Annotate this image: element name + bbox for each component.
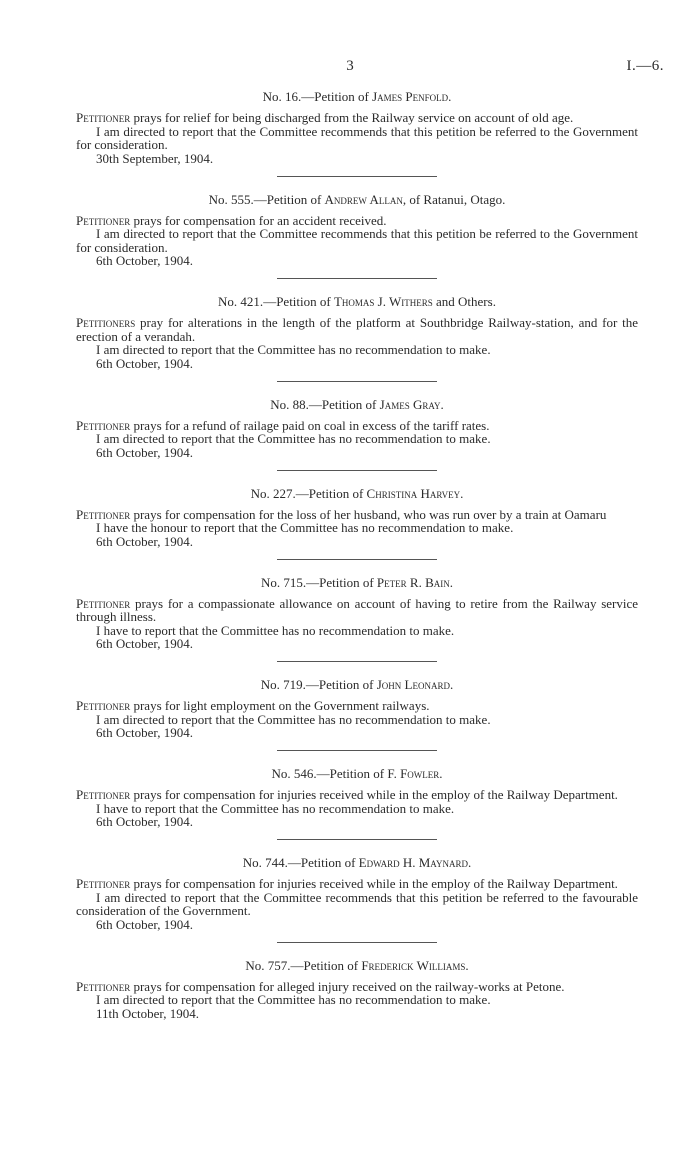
- petition-title-suffix: .: [448, 89, 452, 104]
- section-divider: [277, 559, 437, 560]
- petition-prayer: [76, 597, 638, 624]
- page-number: 3: [346, 58, 354, 74]
- petition-prayer: [76, 419, 638, 433]
- report-date: 6th October, 1904.: [96, 533, 193, 549]
- petitioner-name: John Leonard: [376, 677, 450, 692]
- petition-number: No. 719.: [260, 677, 306, 692]
- petition-title: [76, 485, 638, 502]
- petition-title: [76, 396, 638, 413]
- petition-entry: [76, 396, 638, 471]
- petition-title-prefix: —Petition of: [316, 766, 388, 781]
- petitioner-name: Christina Harvey: [366, 485, 461, 501]
- petition-prayer: [76, 316, 638, 343]
- petition-title: [76, 765, 638, 782]
- petitioner-name: James Gray: [379, 396, 441, 412]
- petitions-list: [76, 88, 638, 1021]
- petition-title-prefix: —Petition of: [253, 191, 325, 207]
- committee-report: I have to report that the Committee has no recommendation to make.: [96, 800, 455, 816]
- prayer-text: prays for a compassionate allowance on account of having to retire from the Railway service through illness.: [76, 595, 638, 624]
- petitioner-word: Petitioner: [76, 978, 131, 994]
- committee-report: I have the honour to report that the Committee has no recommendation to make.: [96, 520, 514, 535]
- committee-report: I am directed to report that the Committee recommends that this petition be referred to the Government for consideration.: [76, 226, 638, 255]
- petition-title: [76, 88, 638, 105]
- section-divider: [277, 176, 437, 177]
- petition-title-suffix: .: [465, 957, 469, 973]
- report-date: 6th October, 1904.: [96, 916, 193, 932]
- petitioner-name: F. Fowler: [387, 766, 440, 781]
- petition-prayer: [76, 699, 638, 713]
- petition-title: [76, 957, 638, 974]
- section-divider: [277, 942, 437, 943]
- petition-number: No. 555.: [208, 191, 254, 207]
- report-date: 6th October, 1904.: [96, 355, 193, 371]
- petitioner-name: Edward H. Maynard: [358, 855, 468, 870]
- prayer-text: prays for a refund of railage paid on coal in excess of the tariff rates.: [130, 417, 490, 433]
- petition-entry: [76, 485, 638, 560]
- committee-report: I am directed to report that the Committee recommends that this petition be referred to the Government for consideration.: [76, 123, 638, 152]
- petition-entry: [76, 574, 638, 663]
- petition-number: No. 16.: [262, 89, 302, 104]
- prayer-text: prays for compensation for injuries received while in the employ of the Railway Department.: [130, 787, 618, 802]
- prayer-text: pray for alterations in the length of the platform at Southbridge Railway-station, and for the erection of a verandah.: [76, 315, 638, 344]
- petition-entry: [76, 765, 638, 840]
- report-date: 6th October, 1904.: [96, 636, 193, 651]
- petition-prayer: [76, 214, 638, 228]
- petition-title: [76, 574, 638, 591]
- petitioner-word: Petitioners: [76, 315, 136, 330]
- petitioner-name: Thomas J. Withers: [333, 294, 433, 309]
- petition-title-prefix: —Petition of: [290, 957, 362, 973]
- petition-title: [76, 293, 638, 310]
- petition-title-suffix: .: [440, 396, 444, 412]
- petition-number: No. 744.: [242, 855, 288, 870]
- petition-title-prefix: —Petition of: [301, 89, 373, 104]
- section-divider: [277, 750, 437, 751]
- petition-entry: [76, 957, 638, 1021]
- section-divider: [277, 470, 437, 471]
- petition-title-suffix: .: [449, 574, 453, 590]
- committee-report: I am directed to report that the Committee has no recommendation to make.: [96, 431, 491, 446]
- petition-prayer: [76, 788, 638, 802]
- petitioner-name: Peter R. Bain: [376, 574, 450, 590]
- report-date: 6th October, 1904.: [96, 725, 193, 740]
- petitioner-name: James Penfold: [372, 89, 449, 104]
- prayer-text: prays for compensation for the loss of her husband, who was run over by a train at Oamaru: [130, 506, 607, 522]
- petitioner-word: Petitioner: [76, 787, 131, 802]
- petition-prayer: [76, 980, 638, 994]
- prayer-text: prays for light employment on the Government railways.: [130, 698, 430, 713]
- petitioner-word: Petitioner: [76, 212, 131, 228]
- section-divider: [277, 278, 437, 279]
- section-divider: [277, 839, 437, 840]
- petition-title-suffix: .: [449, 677, 454, 692]
- petition-title-suffix: .: [460, 485, 464, 501]
- petition-number: No. 421.: [218, 294, 264, 309]
- committee-report: I am directed to report that the Committee has no recommendation to make.: [96, 711, 491, 727]
- petition-title-prefix: —Petition of: [287, 855, 359, 870]
- petition-title-prefix: —Petition of: [305, 677, 377, 692]
- petition-title-prefix: —Petition of: [295, 485, 367, 501]
- prayer-text: prays for compensation for alleged injury received on the railway-works at Petone.: [130, 978, 565, 994]
- petition-number: No. 88.: [270, 396, 309, 412]
- committee-report: I am directed to report that the Committee recommends that this petition be referred to the favourable consideration of the Government.: [76, 889, 638, 918]
- petition-title-suffix: .: [467, 855, 472, 870]
- section-divider: [277, 381, 437, 382]
- section-divider: [277, 661, 437, 662]
- prayer-text: prays for compensation for injuries received while in the employ of the Railway Department.: [130, 876, 618, 891]
- report-date: 11th October, 1904.: [96, 1005, 199, 1021]
- petition-title: [76, 191, 638, 208]
- petition-prayer: [76, 508, 638, 522]
- petitioner-word: Petitioner: [76, 417, 131, 433]
- petition-number: No. 715.: [261, 574, 307, 590]
- petitioner-word: Petitioner: [76, 595, 131, 611]
- petition-title: [76, 854, 638, 871]
- report-date: 30th September, 1904.: [96, 150, 214, 166]
- petition-title: [76, 676, 638, 693]
- petitioner-word: Petitioner: [76, 506, 131, 522]
- petition-title-suffix: and Others.: [432, 294, 496, 309]
- petition-title-prefix: —Petition of: [306, 574, 377, 590]
- petitioner-word: Petitioner: [76, 698, 131, 713]
- petition-entry: [76, 293, 638, 382]
- prayer-text: prays for compensation for an accident received.: [130, 212, 387, 228]
- document-code: I.—6.: [626, 58, 664, 74]
- petition-number: No. 546.: [271, 766, 317, 781]
- petition-title-prefix: —Petition of: [308, 396, 380, 412]
- report-date: 6th October, 1904.: [96, 253, 193, 268]
- petition-entry: [76, 191, 638, 280]
- petitioner-word: Petitioner: [76, 876, 131, 891]
- report-date: 6th October, 1904.: [96, 444, 193, 460]
- petitioner-word: Petitioner: [76, 110, 131, 125]
- prayer-text: prays for relief for being discharged from the Railway service on account of old age.: [130, 110, 574, 125]
- petition-number: No. 757.: [245, 957, 291, 973]
- report-date: 6th October, 1904.: [96, 814, 193, 829]
- petitioner-name: Frederick Williams: [361, 957, 466, 973]
- petition-prayer: [76, 877, 638, 891]
- committee-report: I am directed to report that the Committee has no recommendation to make.: [96, 992, 491, 1007]
- committee-report: I am directed to report that the Committee has no recommendation to make.: [96, 342, 491, 357]
- petition-entry: [76, 854, 638, 943]
- petition-prayer: [76, 111, 638, 125]
- petition-entry: [76, 676, 638, 751]
- petition-entry: [76, 88, 638, 177]
- petitioner-name: Andrew Allan: [324, 191, 403, 207]
- petition-number: No. 227.: [250, 485, 296, 501]
- petition-title-suffix: .: [439, 766, 443, 781]
- petition-title-suffix: , of Ratanui, Otago.: [402, 191, 506, 207]
- petition-title-prefix: —Petition of: [263, 294, 334, 309]
- committee-report: I have to report that the Committee has no recommendation to make.: [96, 622, 455, 638]
